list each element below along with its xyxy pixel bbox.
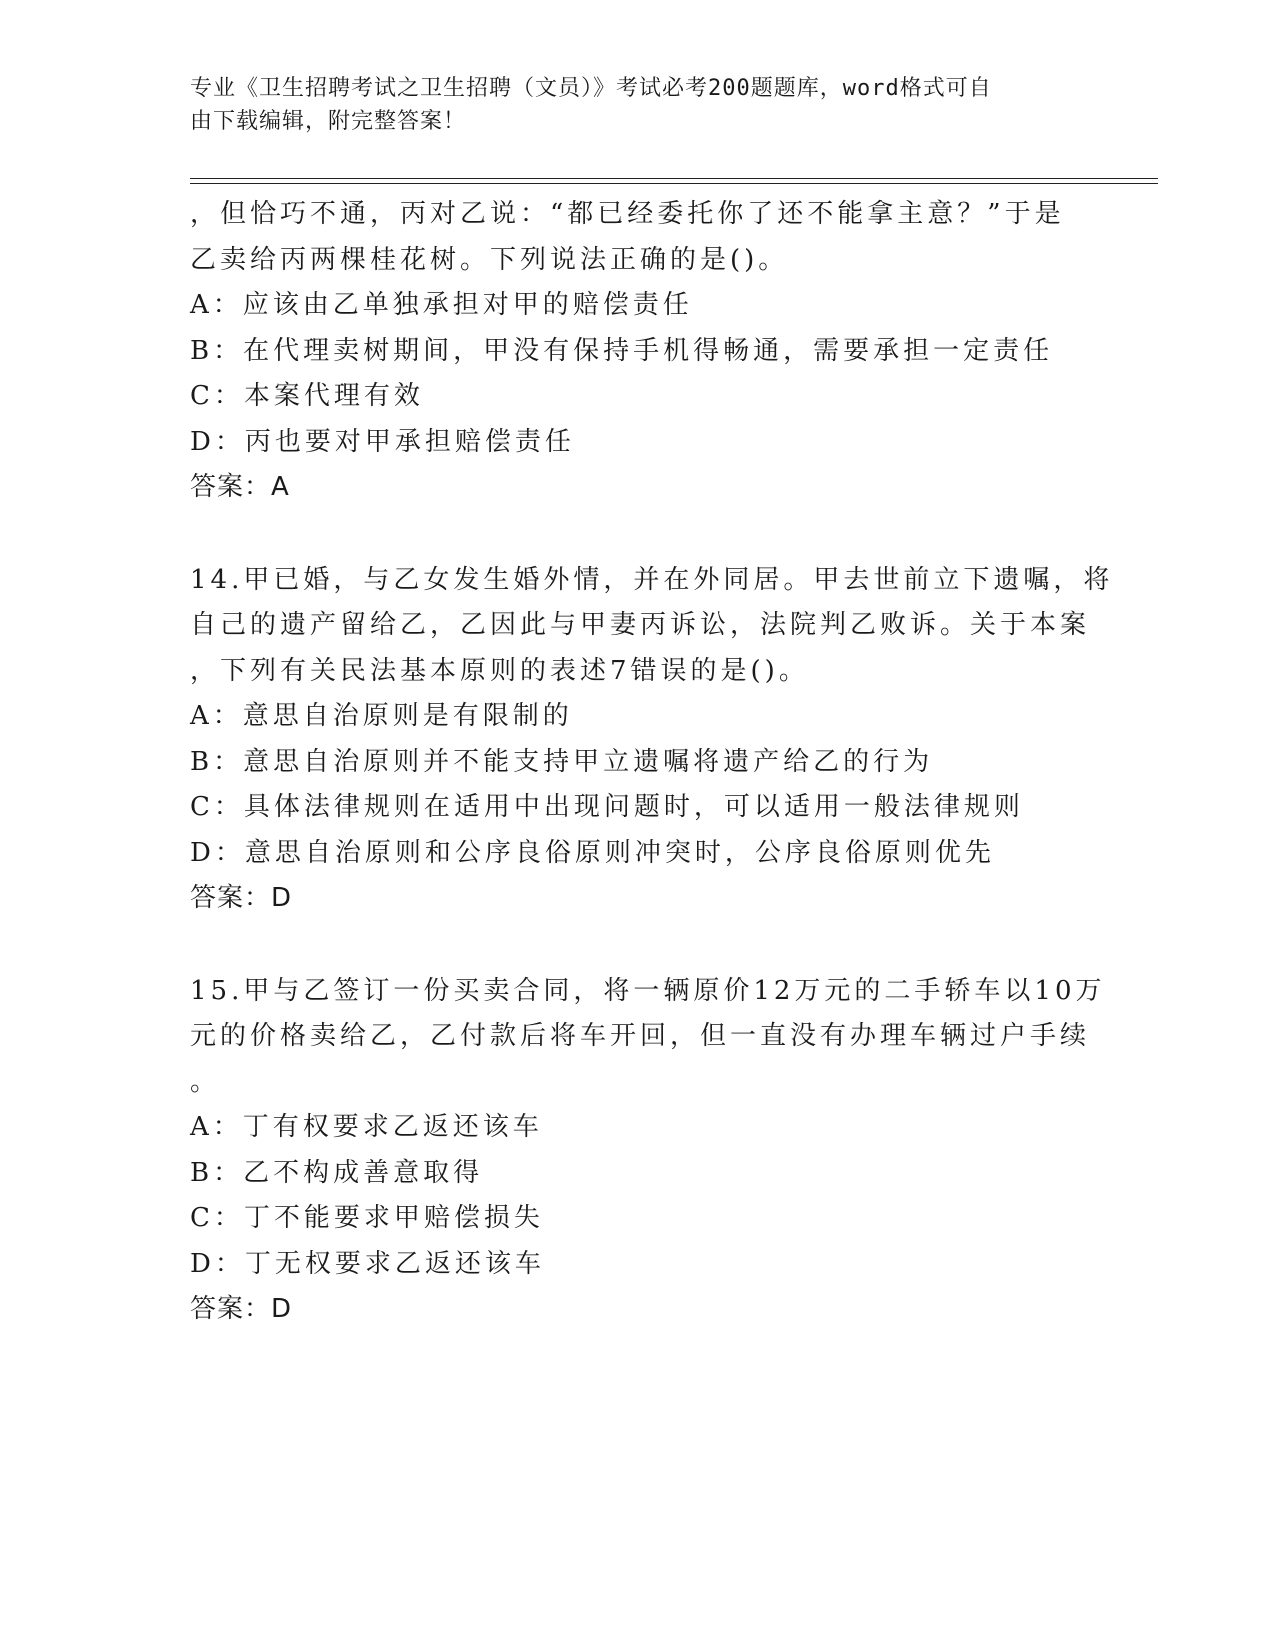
header-divider-top	[190, 178, 1158, 179]
question-text-line: 15.甲与乙签订一份买卖合同，将一辆原价12万元的二手轿车以10万	[190, 975, 1106, 1006]
question-text-line: ，但恰巧不通，丙对乙说：“都已经委托你了还不能拿主意？”于是	[190, 199, 1065, 229]
option-a: A：意思自治原则是有限制的	[190, 701, 573, 731]
answer-label: 答案：D	[190, 883, 293, 913]
question-text-line: 。	[190, 1066, 221, 1097]
question-list	[190, 192, 1114, 1333]
question-spacer	[190, 511, 1090, 558]
option-b: B：乙不构成善意取得	[190, 1157, 484, 1188]
option-d: D：意思自治原则和公序良俗原则冲突时，公序良俗原则优先	[190, 837, 995, 868]
option-b: B：意思自治原则并不能支持甲立遗嘱将遗产给乙的行为	[190, 746, 934, 777]
option-d: D：丁无权要求乙返还该车	[190, 1248, 545, 1279]
option-c: C：本案代理有效	[190, 381, 424, 411]
header-line-2: 由下载编辑，附完整答案！	[190, 109, 467, 134]
question-text-line: 元的价格卖给乙，乙付款后将车开回，但一直没有办理车辆过户手续	[190, 1021, 1091, 1051]
document-header	[190, 72, 1080, 138]
question-13	[190, 192, 1090, 511]
answer-label: 答案：A	[190, 472, 290, 502]
option-b: B：在代理卖树期间，甲没有保持手机得畅通，需要承担一定责任	[190, 335, 1054, 366]
header-line-1: 专业《卫生招聘考试之卫生招聘（文员）》考试必考200题题库，word格式可自	[190, 76, 992, 101]
option-c: C：丁不能要求甲赔偿损失	[190, 1203, 544, 1233]
question-spacer	[190, 922, 1090, 969]
question-text-line: ，下列有关民法基本原则的表述7错误的是()。	[190, 655, 809, 686]
question-14	[190, 558, 1114, 922]
answer-label: 答案：D	[190, 1294, 293, 1324]
header-divider-bottom	[190, 183, 1158, 184]
question-text-line: 自己的遗产留给乙，乙因此与甲妻丙诉讼，法院判乙败诉。关于本案	[190, 610, 1091, 640]
option-c: C：具体法律规则在适用中出现问题时，可以适用一般法律规则	[190, 792, 1024, 822]
option-d: D：丙也要对甲承担赔偿责任	[190, 426, 575, 457]
option-a: A：应该由乙单独承担对甲的赔偿责任	[190, 290, 693, 320]
question-15	[190, 969, 1106, 1333]
question-text-line: 14.甲已婚，与乙女发生婚外情，并在外同居。甲去世前立下遗嘱，将	[190, 564, 1114, 595]
question-text-line: 乙卖给丙两棵桂花树。下列说法正确的是()。	[190, 244, 789, 275]
option-a: A：丁有权要求乙返还该车	[190, 1112, 543, 1142]
